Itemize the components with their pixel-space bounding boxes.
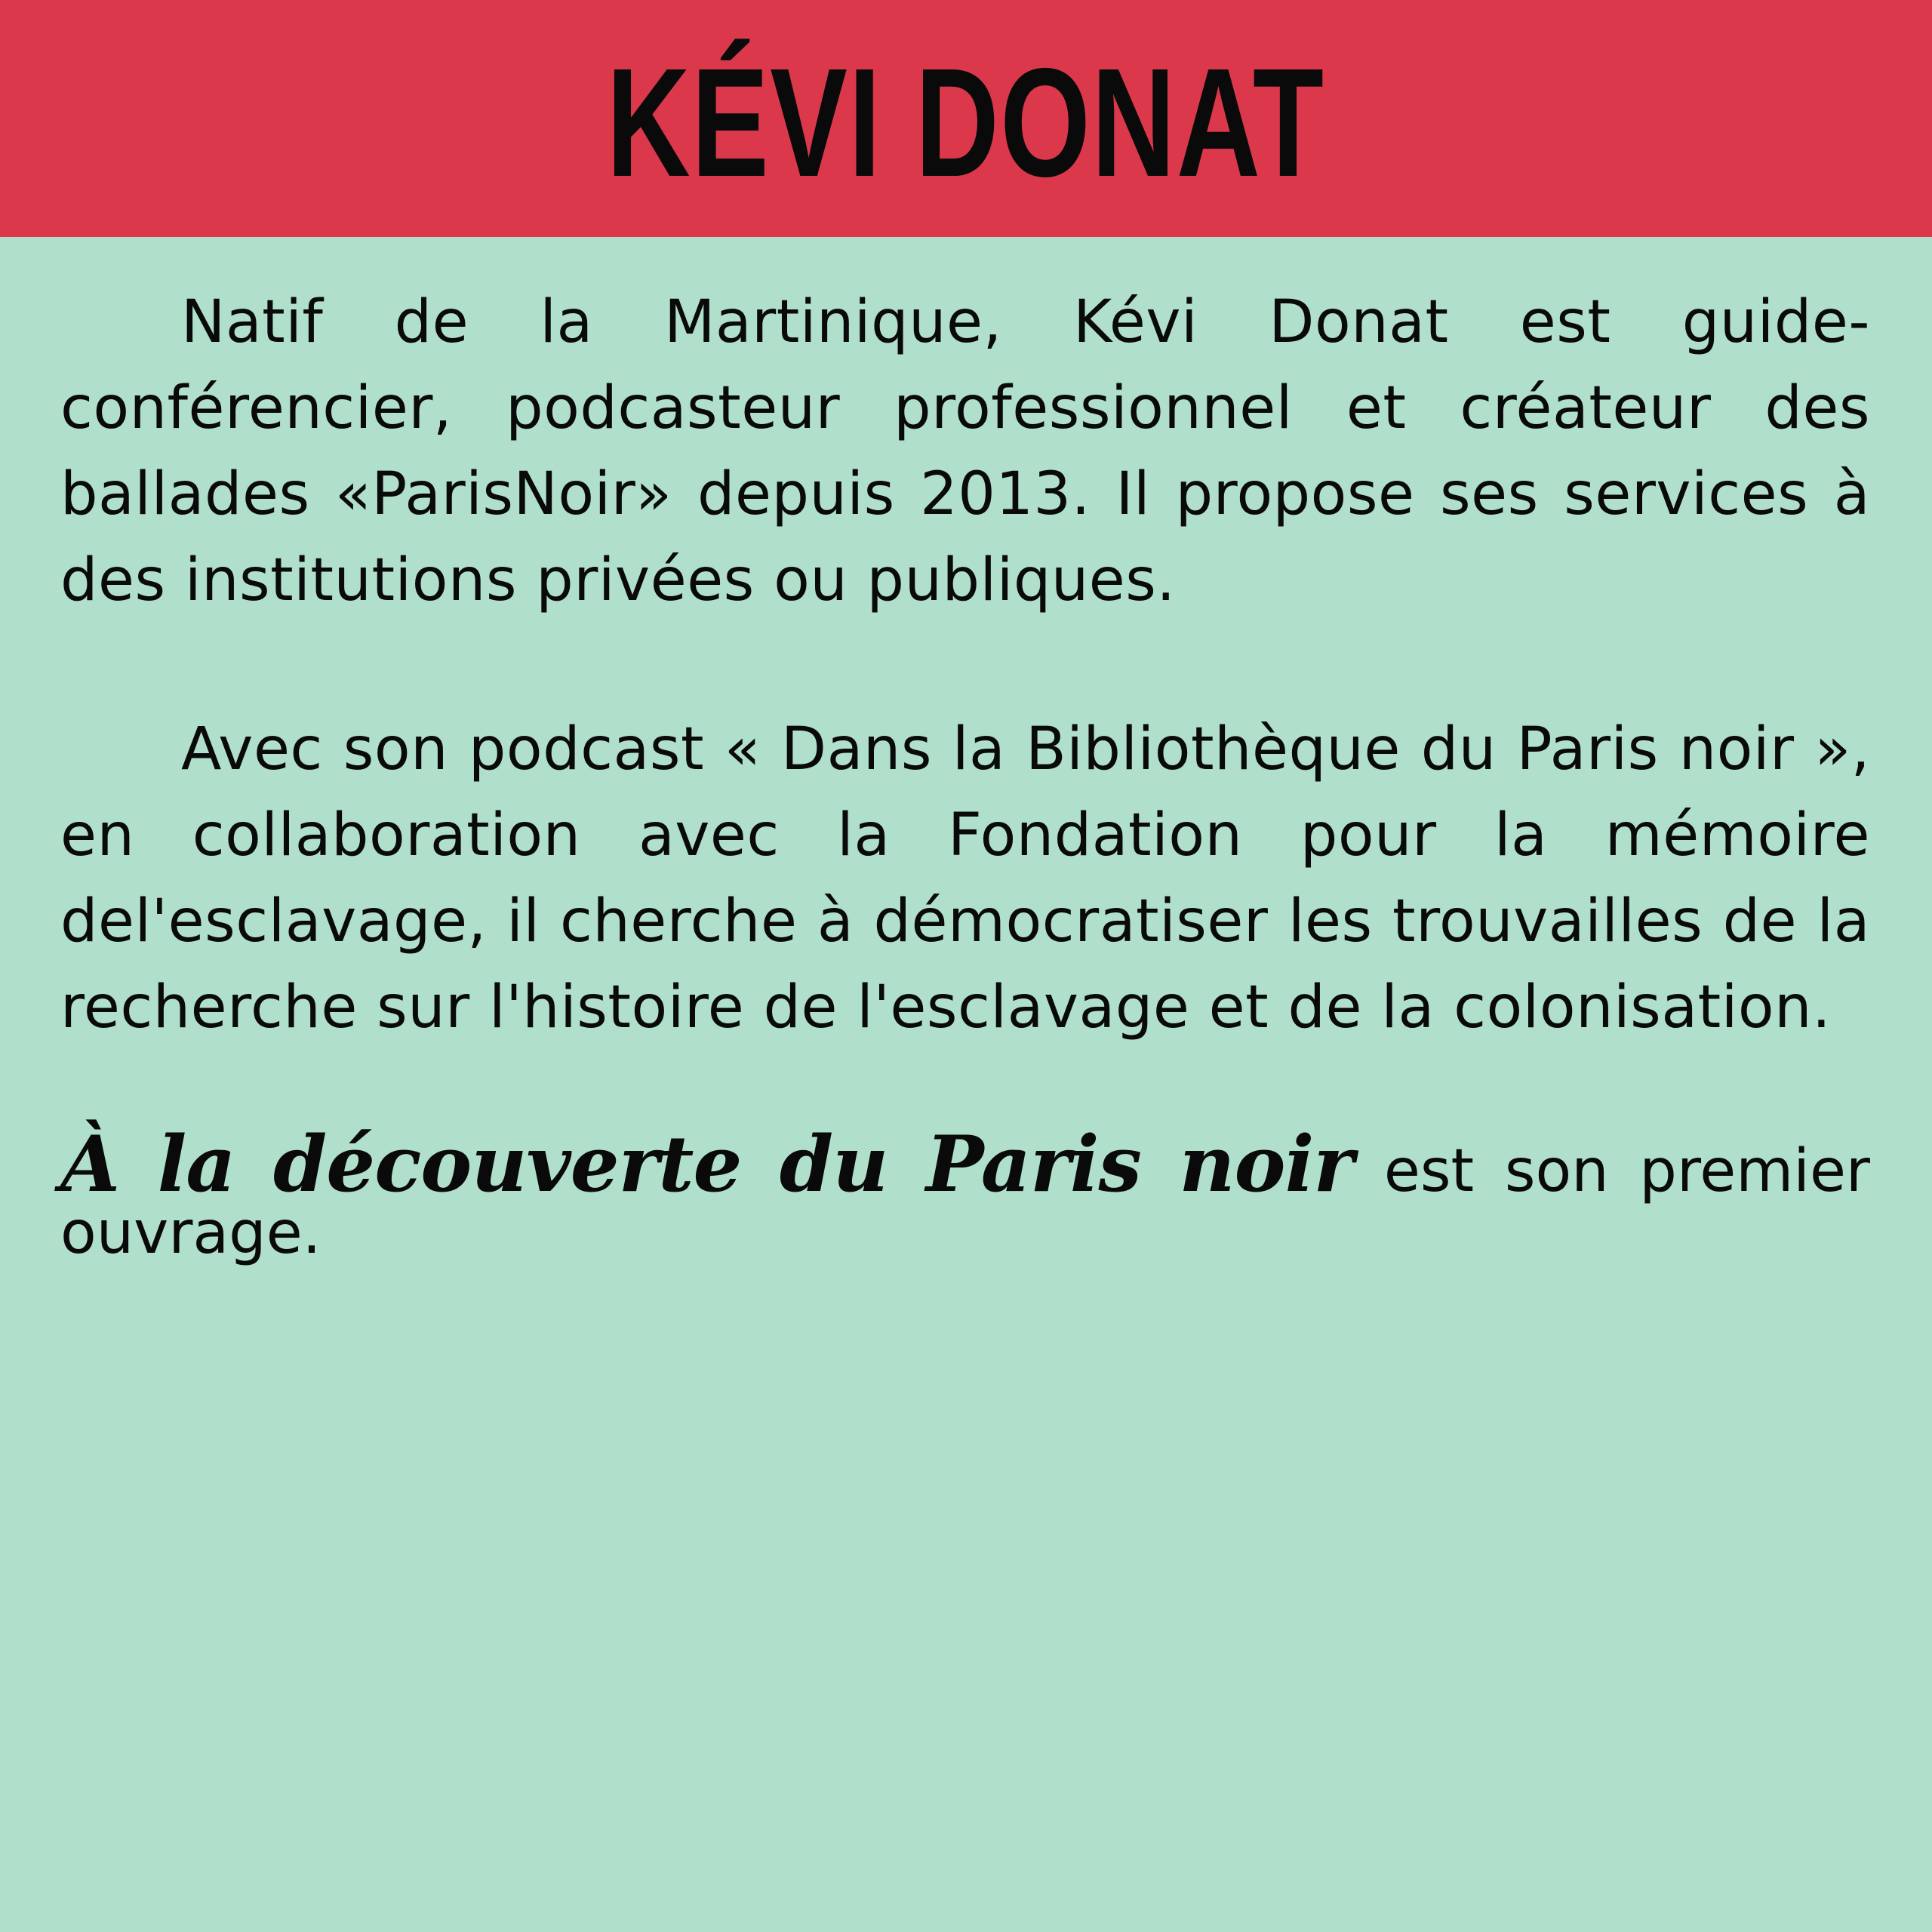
bio-paragraph-1: Natif de la Martinique, Kévi Donat est guide-conférencier, podcasteur professionnel et créateur des ballades «ParisNoir» depuis 2013. Il propose ses services à des institutions privées ou publiques. — [60, 288, 1870, 614]
bio-paragraph-2: Avec son podcast « Dans la Bibliothèque du Paris noir », en collaboration avec la Fondation pour la mémoire del'esclavage, il cherche à démocratiser les trouvailles de la recherche sur l'histoire de l'esclavage et de la colonisation. — [60, 715, 1870, 1041]
bio-content — [60, 279, 1870, 1267]
page-title: KÉVI DONAT — [607, 35, 1325, 209]
closing-text: est son premier ouvrage. — [60, 1137, 1870, 1267]
book-title: À la découverte du Paris noir — [60, 1119, 1354, 1210]
bio-closing-line — [60, 1119, 1870, 1267]
header-banner — [0, 0, 1932, 237]
